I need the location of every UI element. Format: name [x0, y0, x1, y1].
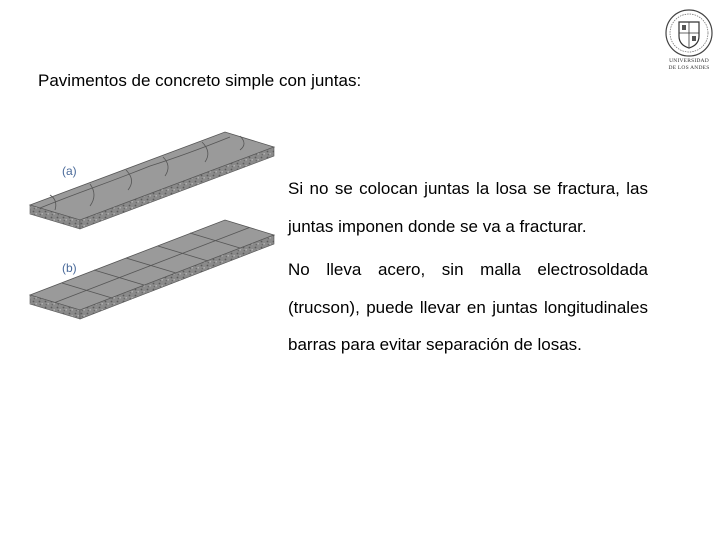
paragraph-2: No lleva acero, sin malla electrosoldada (trucson), puede llevar en juntas longitudinales barras para evitar separación de losas. [288, 260, 648, 354]
logo-text-line2: DE LOS ANDES [668, 65, 710, 71]
university-logo [664, 8, 714, 72]
paragraph-1: Si no se colocan juntas la losa se fractura, las juntas imponen donde se va a fracturar. [288, 179, 648, 236]
body-text [288, 170, 648, 364]
figure-label-a: (a) [62, 164, 77, 178]
slab-figure [20, 120, 280, 335]
slab-a [30, 132, 274, 229]
logo-text-line1: UNIVERSIDAD [669, 58, 709, 64]
slab-illustration [20, 120, 280, 335]
figure-label-b: (b) [62, 261, 77, 275]
slide-title: Pavimentos de concreto simple con juntas: [38, 71, 362, 90]
university-seal-icon [664, 8, 714, 58]
